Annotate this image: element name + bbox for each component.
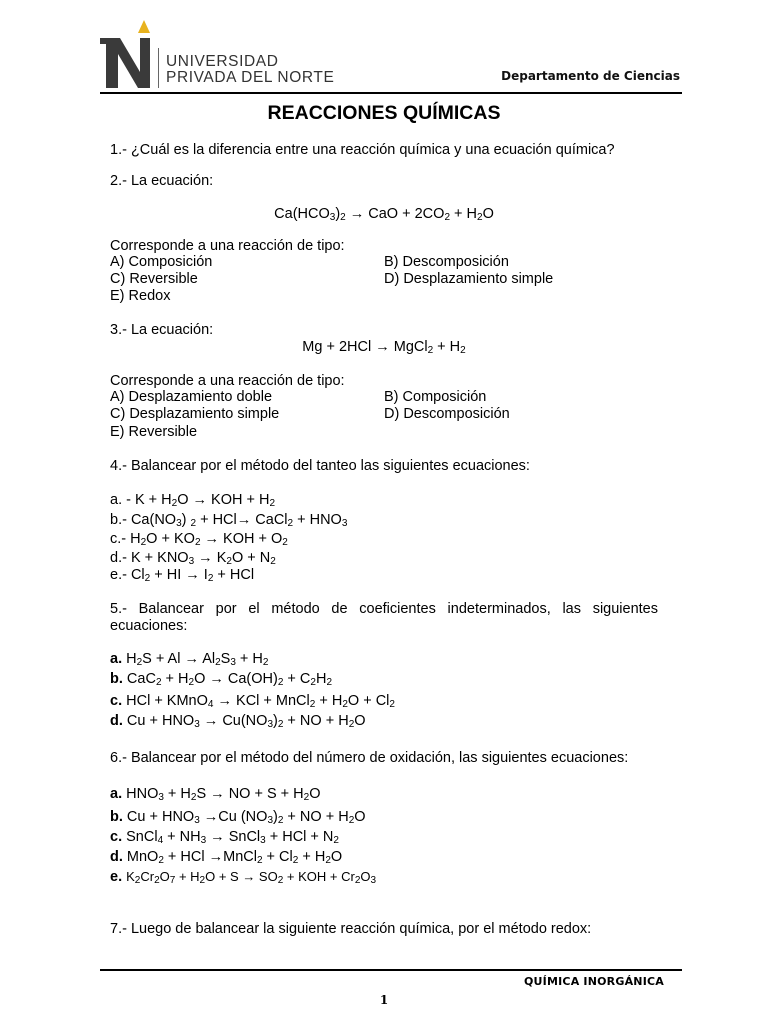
question-2-option-c: C) Reversible bbox=[110, 271, 198, 287]
question-4-item-d: d.- $K + KNO_3 \to K_2O + N_2$ bbox=[110, 550, 276, 567]
course-label: QUÍMICA INORGÁNICA bbox=[524, 975, 664, 988]
question-3-equation: Mg + 2HCl → MgCl$_2$ + $H_2$ bbox=[302, 339, 466, 356]
question-3-intro: 3.- La ecuación: bbox=[110, 322, 214, 338]
question-4-item-e: e.- $Cl_2$ + HI → $I_2$ + HCl bbox=[110, 567, 255, 584]
question-6-label-d: d. bbox=[110, 849, 123, 865]
question-6-label-b: b. bbox=[110, 809, 123, 825]
question-5-label-d: d. bbox=[110, 713, 123, 729]
question-6-item-d: d. MnO$_2$ + HCl →MnCl$_2$ + $Cl_2 + H_2O$ bbox=[110, 849, 343, 866]
question-4-item-c: c.- $H_2O + KO_2$ → KOH + $O_2$ bbox=[110, 531, 288, 548]
question-5-label-b: b. bbox=[110, 671, 123, 687]
question-5-item-b: b. $CaC_2 + H_2O \to Ca(OH)_2 + C_2H_2$ bbox=[110, 671, 333, 688]
question-6: 6.- Balancear por el método del número de oxidación, las siguientes ecuaciones: bbox=[110, 750, 629, 766]
footer-rule bbox=[100, 969, 682, 971]
university-logo bbox=[100, 20, 335, 100]
question-5-item-a: a. $H_2S + Al \to Al_2S_3 + H_2$ bbox=[110, 651, 269, 668]
question-5-label-c: c. bbox=[110, 693, 123, 709]
department-label: Departamento de Ciencias bbox=[501, 69, 680, 83]
university-name-line1: UNIVERSIDAD bbox=[166, 53, 279, 70]
question-5-item-c: c. HCl + KMnO$_4$ → KCl + MnCl$_2$ + $H_2O + Cl_2$ bbox=[110, 693, 395, 710]
question-7: 7.- Luego de balancear la siguiente reacción química, por el método redox: bbox=[110, 921, 592, 937]
question-6-item-a: a. $HNO_3 + H_2S$ → NO + $S + H_2O$ bbox=[110, 786, 321, 803]
question-3-option-c: C) Desplazamiento simple bbox=[110, 406, 280, 422]
university-name bbox=[166, 54, 334, 86]
question-4-label-c: c.- bbox=[110, 531, 127, 547]
university-name-line2: PRIVADA DEL NORTE bbox=[166, 69, 335, 86]
upn-emblem-icon bbox=[100, 20, 162, 92]
question-4-label-a: a. - bbox=[110, 492, 131, 508]
question-3-option-b: B) Composición bbox=[384, 389, 487, 405]
question-6-item-c: c. SnCl$_4$ + $NH_3$ → SnCl$_3$ + HCl + $N_2$ bbox=[110, 829, 339, 846]
question-6-label-a: a. bbox=[110, 786, 123, 802]
page-number: 1 bbox=[379, 993, 389, 1007]
question-2-option-e: E) Redox bbox=[110, 288, 171, 304]
question-3-option-d: D) Descomposición bbox=[384, 406, 510, 422]
question-6-item-e: e. $K_2Cr_2O_7 + H_2O + S \to SO_2$ + KOH + $Cr_2O_3$ bbox=[110, 869, 377, 886]
question-2-option-a: A) Composición bbox=[110, 254, 213, 270]
header-rule bbox=[100, 92, 682, 94]
question-4: 4.- Balancear por el método del tanteo las siguientes ecuaciones: bbox=[110, 458, 530, 474]
question-2-option-d: D) Desplazamiento simple bbox=[384, 271, 554, 287]
question-2-equation: $Ca(HCO_3)_2$ → CaO + $2CO_2 + H_2O$ bbox=[274, 206, 494, 223]
logo-divider bbox=[158, 48, 159, 88]
question-3-prompt: Corresponde a una reacción de tipo: bbox=[110, 373, 345, 389]
question-3-option-e: E) Reversible bbox=[110, 424, 198, 440]
question-6-item-b: b. $Cu + HNO_3 \to Cu$ $(NO_3)_2$ + NO + $H_2O$ bbox=[110, 809, 366, 826]
question-5: 5.- Balancear por el método de coeficientes indeterminados, las siguientes ecuaciones: bbox=[110, 601, 658, 634]
question-2-prompt: Corresponde a una reacción de tipo: bbox=[110, 238, 345, 254]
question-2-option-b: B) Descomposición bbox=[384, 254, 509, 270]
question-2-intro: 2.- La ecuación: bbox=[110, 173, 214, 189]
question-4-label-d: d.- bbox=[110, 550, 127, 566]
question-1: 1.- ¿Cuál es la diferencia entre una reacción química y una ecuación química? bbox=[110, 142, 615, 158]
question-5-item-d: d. $Cu + HNO_3 \to Cu(NO_3)_2$ + NO + $H_2O$ bbox=[110, 713, 366, 730]
question-5-label-a: a. bbox=[110, 651, 123, 667]
question-6-label-e: e. bbox=[110, 869, 123, 885]
question-4-item-b: b.- $Ca(NO_3) _2 + HCl\to$ CaCl$_2$ + $HNO_3$ bbox=[110, 512, 348, 529]
question-4-label-e: e.- bbox=[110, 567, 127, 583]
question-4-label-b: b.- bbox=[110, 512, 127, 528]
question-4-item-a: a. - $K + H_2O$ → KOH + $H_2$ bbox=[110, 492, 276, 509]
page-title: REACCIONES QUÍMICAS bbox=[267, 102, 501, 124]
question-6-label-c: c. bbox=[110, 829, 123, 845]
question-3-option-a: A) Desplazamiento doble bbox=[110, 389, 273, 405]
